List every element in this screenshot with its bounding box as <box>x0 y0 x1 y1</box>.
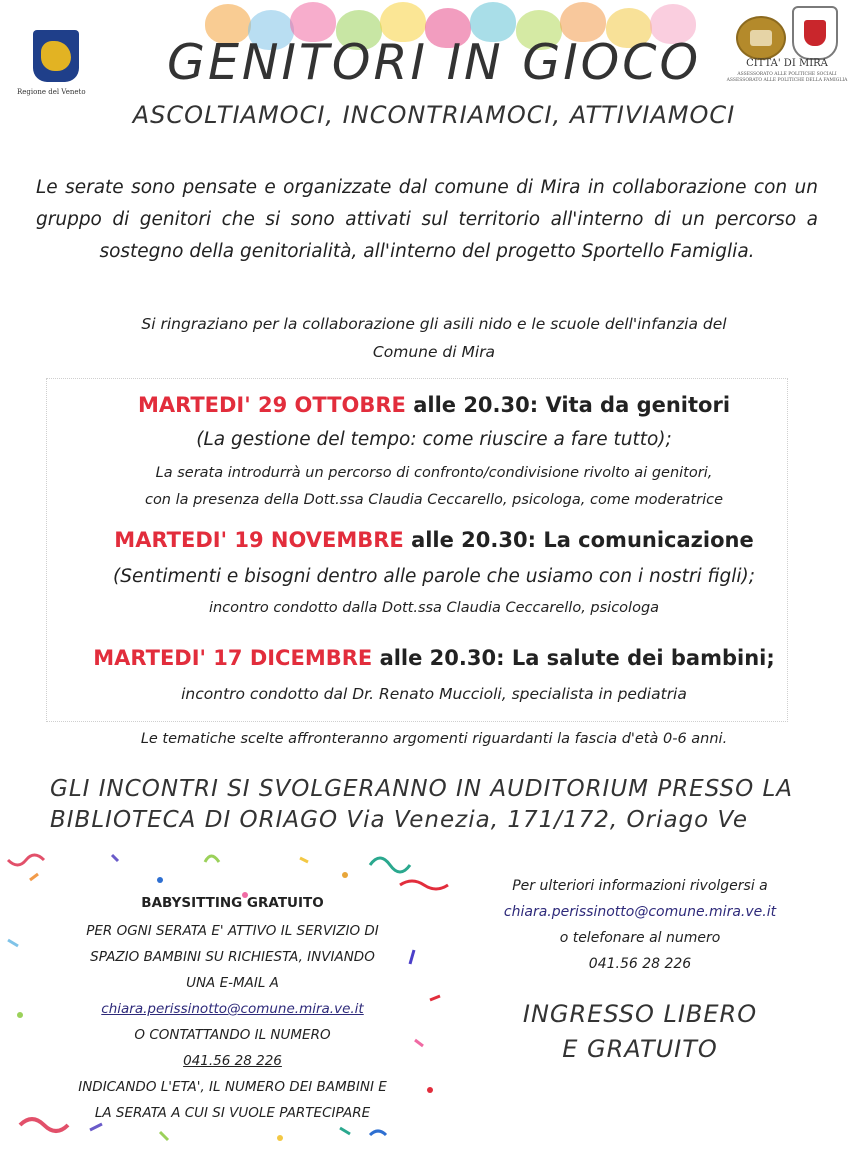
babysitting-title: BABYSITTING GRATUITO <box>141 895 324 911</box>
event-1-description: con la presenza della Dott.ssa Claudia Ceccarello, psicologa, come moderatrice <box>144 492 724 508</box>
babysitting-line: SPAZIO BAMBINI SU RICHIESTA, INVIANDO <box>90 949 375 965</box>
assessorato-caption: ASSESSORATO ALLE POLITICHE SOCIALI ASSESSORATO ALLE POLITICHE DELLA FAMIGLIA <box>726 72 848 83</box>
venue-info <box>50 774 840 836</box>
event-time-title: alle 20.30: Vita da genitori <box>413 393 731 417</box>
page-subtitle: ASCOLTIAMOCI, INCONTRIAMOCI, ATTIVIAMOCI <box>132 101 736 129</box>
babysitting-line: UNA E-MAIL A <box>186 975 279 991</box>
babysitting-line: O CONTATTANDO IL NUMERO <box>134 1027 331 1043</box>
info-phone[interactable]: 041.56 28 226 <box>588 956 692 972</box>
page-title: GENITORI IN GIOCO <box>166 34 702 91</box>
venue-line: GLI INCONTRI SI SVOLGERANNO IN AUDITORIUM PRESSO LA <box>50 776 794 802</box>
babysitting-line: PER OGNI SERATA E' ATTIVO IL SERVIZIO DI <box>86 923 379 939</box>
intro-paragraph: Le serate sono pensate e organizzate dal comune di Mira in collaborazione con un gruppo di genitori che si sono attivati sul territorio all'interno di un percorso a sostegno della genitorialità, all'interno del progetto Sportello Famiglia. <box>36 177 818 262</box>
thanks-line: Si ringraziano per la collaborazione gli asili nido e le scuole dell'infanzia del <box>141 315 727 333</box>
info-line: Per ulteriori informazioni rivolgersi a <box>512 878 768 894</box>
event-time-title: alle 20.30: La comunicazione <box>411 528 754 552</box>
babysitting-line: INDICANDO L'ETA', IL NUMERO DEI BAMBINI E <box>78 1079 387 1095</box>
babysitting-line: LA SERATA A CUI SI VUOLE PARTECIPARE <box>94 1105 371 1121</box>
babysitting-email-link[interactable]: chiara.perissinotto@comune.mira.ve.it <box>101 1001 364 1017</box>
info-email-link[interactable]: chiara.perissinotto@comune.mira.ve.it <box>503 904 777 920</box>
event-date: MARTEDI' 17 DICEMBRE <box>93 646 373 670</box>
venue-line: BIBLIOTECA DI ORIAGO Via Venezia, 171/172, Oriago Ve <box>50 807 749 833</box>
regione-veneto-caption: Regione del Veneto <box>17 88 86 96</box>
free-entry-notice <box>470 997 810 1067</box>
event-3-heading <box>0 646 868 670</box>
babysitting-details <box>10 918 455 1126</box>
event-2-description: incontro condotto dalla Dott.ssa Claudia Ceccarello, psicologa <box>208 600 660 616</box>
citta-di-mira-caption: CITTA' DI MIRA <box>746 58 828 69</box>
babysitting-phone-link[interactable]: 041.56 28 226 <box>183 1053 282 1069</box>
event-time-title: alle 20.30: La salute dei bambini; <box>379 646 775 670</box>
event-1-description: La serata introdurrà un percorso di confronto/condivisione rivolto ai genitori, <box>155 465 713 481</box>
event-2-subtitle: (Sentimenti e bisogni dentro alle parole che usiamo con i nostri figli); <box>113 566 755 587</box>
event-date: MARTEDI' 19 NOVEMBRE <box>114 528 404 552</box>
event-1-subtitle: (La gestione del tempo: come riuscire a fare tutto); <box>196 429 672 450</box>
event-2-heading <box>0 528 868 552</box>
event-3-description: incontro condotto dal Dr. Renato Muccioli, specialista in pediatria <box>181 685 687 703</box>
age-range-note: Le tematiche scelte affronteranno argomenti riguardanti la fascia d'età 0-6 anni. <box>140 731 728 747</box>
thanks-line: Comune di Mira <box>372 343 496 361</box>
event-date: MARTEDI' 29 OTTOBRE <box>137 393 406 417</box>
free-entry-line: E GRATUITO <box>562 1035 718 1063</box>
event-1-heading <box>0 393 868 417</box>
free-entry-line: INGRESSO LIBERO <box>522 1000 758 1028</box>
contact-info <box>470 873 810 977</box>
thanks-paragraph <box>60 310 808 366</box>
info-line: o telefonare al numero <box>559 930 721 946</box>
